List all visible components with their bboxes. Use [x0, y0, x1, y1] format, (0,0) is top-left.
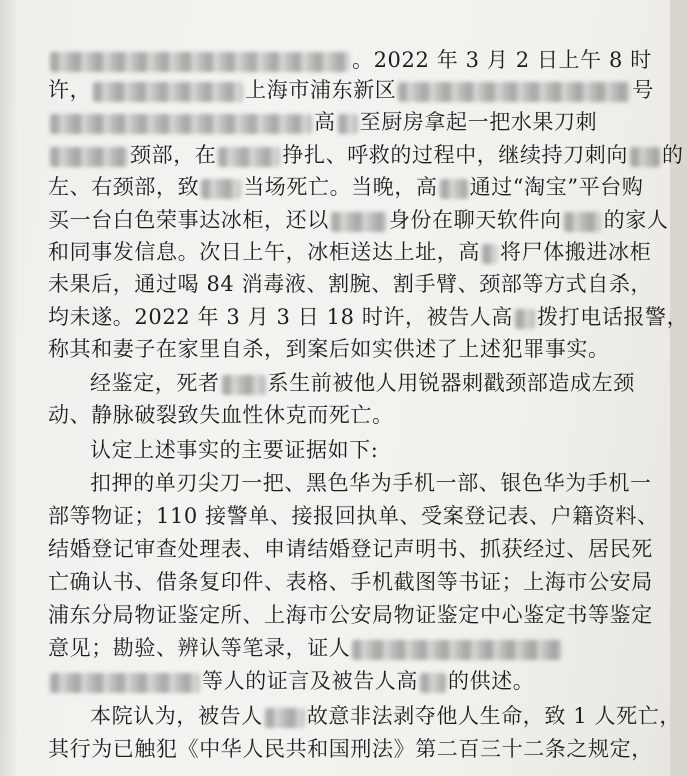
text-segment: 称其和妻子在家里自杀，到案后如实供述了上述犯罪事实。 — [48, 337, 610, 361]
text-segment: 高 — [314, 110, 336, 134]
text-segment: 和同事发信息。次日上午，冰柜送达上址，高 — [48, 240, 480, 264]
text-segment: 的供述。 — [448, 669, 535, 693]
text-line — [48, 173, 643, 201]
redacted-text — [338, 114, 358, 134]
text-segment: 动、静脉破裂致失血性休克而死亡。 — [48, 403, 394, 427]
text-segment: 经鉴定，死者 — [90, 371, 220, 395]
redacted-text — [440, 179, 468, 199]
redacted-text — [515, 309, 535, 329]
text-line — [48, 108, 597, 136]
text-line — [90, 369, 635, 397]
text-line — [90, 469, 652, 497]
text-segment: 本院认为，被告人 — [90, 704, 263, 728]
text-segment: 等人的证言及被告人高 — [202, 669, 418, 693]
redacted-text — [93, 82, 243, 102]
text-segment: 意见；勘验、辨认等笔录，证人 — [48, 636, 351, 660]
text-segment: 身份在聊天软件向 — [388, 208, 562, 232]
redacted-text — [331, 212, 387, 232]
text-segment: 部等物证；110 接警单、接报回执单、受案登记表、户籍资料、 — [48, 504, 659, 528]
text-line — [48, 502, 659, 530]
text-segment: 拨打电话报警， — [537, 305, 688, 329]
text-segment: 许， — [48, 78, 92, 102]
page-edge-shadow — [0, 0, 18, 776]
text-segment: 结婚登记审查处理表、申请结婚登记声明书、抓获经过、居民死 — [48, 537, 653, 561]
text-line — [90, 702, 681, 730]
redacted-text — [265, 708, 305, 728]
text-segment: 其行为已触犯《中华人民共和国刑法》第二百三十二条之规定， — [48, 737, 653, 761]
text-line — [48, 76, 654, 104]
redacted-text — [630, 147, 660, 167]
redacted-text — [50, 52, 350, 72]
text-segment: 未果后，通过喝 84 消毒液、割腕、割手臂、颈部等方式自杀， — [48, 272, 653, 296]
text-segment: 的 — [662, 143, 684, 167]
text-segment: 均未遂。2022 年 3 月 3 日 18 时许，被告人高 — [48, 305, 514, 329]
text-segment: 系生前被他人用锐器刺戳颈部造成左颈 — [267, 371, 635, 395]
redacted-text — [201, 179, 241, 199]
text-line — [48, 206, 668, 234]
text-line — [90, 436, 378, 464]
text-segment: 扣押的单刃尖刀一把、黑色华为手机一部、银色华为手机一 — [90, 471, 652, 495]
text-line — [48, 270, 652, 298]
redacted-text — [482, 244, 498, 264]
text-segment: 颈部，在 — [130, 143, 217, 167]
redacted-text — [50, 673, 200, 693]
redacted-text — [420, 673, 446, 693]
redacted-text — [398, 82, 630, 102]
text-segment: 买一台白色荣事达冰柜，还以 — [48, 208, 329, 232]
text-segment: 故意非法剥夺他人生命，致 1 人死亡， — [306, 704, 681, 728]
redacted-text — [564, 212, 602, 232]
text-segment: 将尸体搬进冰柜 — [500, 240, 652, 264]
text-line — [48, 601, 653, 629]
text-line — [48, 667, 534, 695]
text-segment: 至厨房拿起一把水果刀刺 — [359, 110, 598, 134]
text-segment: 上海市浦东新区 — [245, 78, 397, 102]
text-line — [48, 568, 653, 596]
text-segment: 通过“淘宝”平台购 — [469, 175, 644, 199]
redacted-text — [218, 147, 280, 167]
text-segment: 亡确认书、借条复印件、表格、手机截图等书证；上海市公安局 — [48, 570, 653, 594]
text-segment: 认定上述事实的主要证据如下: — [90, 438, 379, 462]
text-segment: 浦东分局物证鉴定所、上海市公安局物证鉴定中心鉴定书等鉴定 — [48, 603, 653, 627]
text-line — [48, 735, 653, 763]
text-segment: 号 — [632, 78, 655, 102]
text-line — [48, 401, 394, 429]
text-line — [48, 335, 610, 363]
redacted-text — [50, 114, 312, 134]
text-segment: 的家人 — [603, 208, 669, 232]
text-line — [48, 141, 684, 169]
text-segment: 挣扎、呼救的过程中，继续持刀刺向 — [282, 143, 629, 167]
redacted-text — [352, 640, 562, 660]
text-line — [48, 238, 651, 266]
text-line — [48, 535, 653, 563]
redacted-text — [50, 147, 128, 167]
text-line — [48, 46, 652, 74]
text-segment: 当场死亡。当晚，高 — [243, 175, 438, 199]
text-segment: 。2022 年 3 月 2 日上午 8 时 — [352, 48, 652, 72]
text-line — [48, 634, 564, 662]
redacted-text — [222, 375, 266, 395]
text-segment: 左、右颈部，致 — [48, 175, 200, 199]
text-line — [48, 303, 688, 331]
